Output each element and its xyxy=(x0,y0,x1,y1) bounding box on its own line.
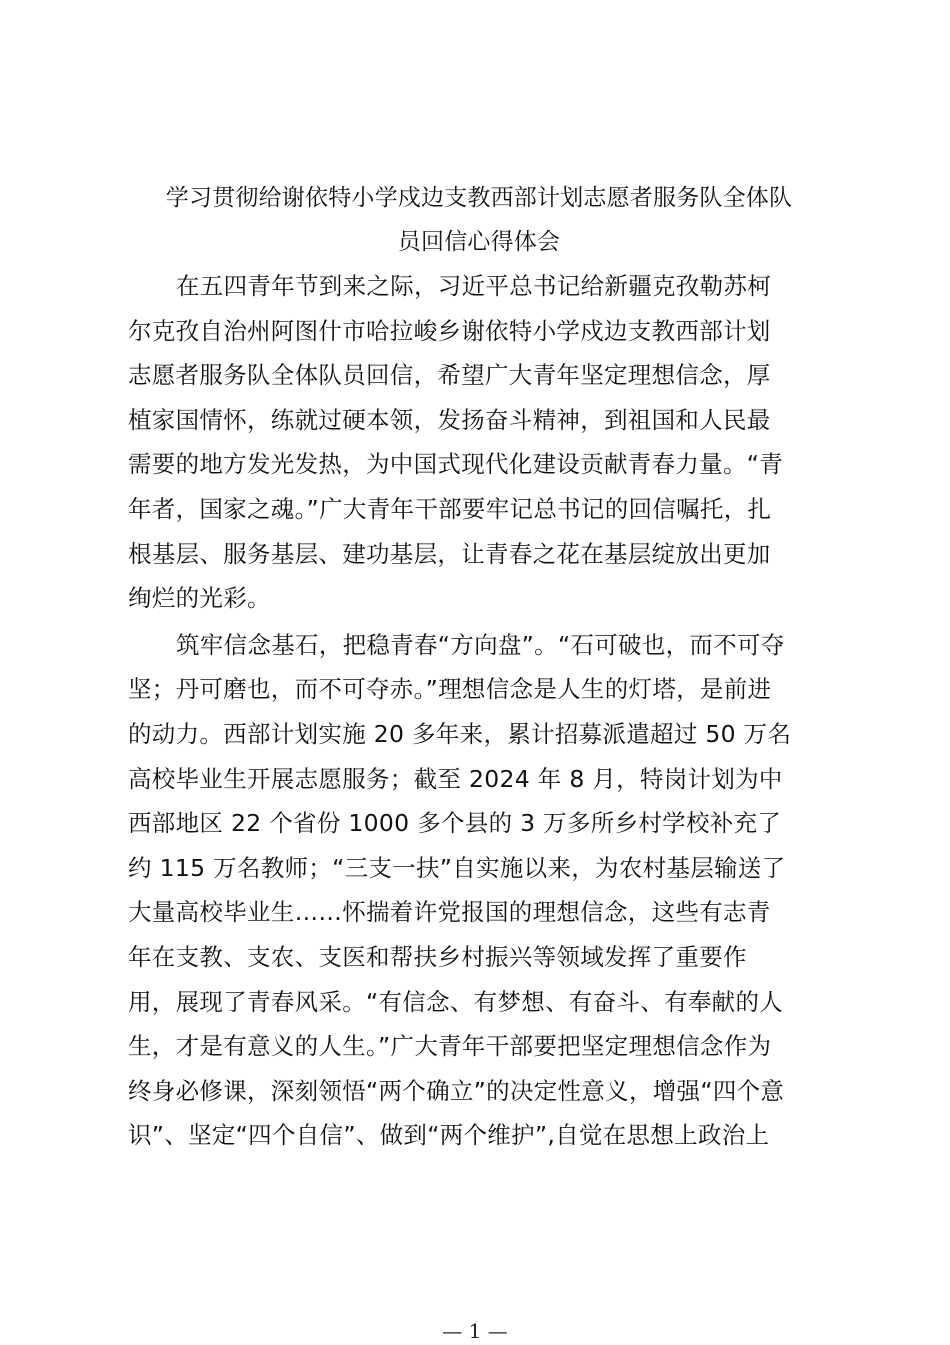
text-line: 坚；丹可磨也，而不可夺赤。”理想信念是人生的灯塔，是前进 xyxy=(128,675,772,704)
text-line: 约 115 万名教师；“三支一扶”自实施以来，为农村基层输送了 xyxy=(128,853,786,882)
text-line: 绚烂的光彩。 xyxy=(128,584,271,613)
text-line: 高校毕业生开展志愿服务；截至 2024 年 8 月，特岗计划为中 xyxy=(128,764,783,793)
text-line: 生，才是有意义的人生。”广大青年干部要把坚定理想信念作为 xyxy=(128,1032,772,1061)
text-line: 西部地区 22 个省份 1000 多个县的 3 万多所乡村学校补充了 xyxy=(128,809,782,838)
text-line: 尔克孜自治州阿图什市哈拉峻乡谢依特小学戍边支教西部计划 xyxy=(128,316,771,345)
text-line: 需要的地方发光发热，为中国式现代化建设贡献青春力量。“青 xyxy=(128,450,784,479)
text-line: 大量高校毕业生……怀揣着许党报国的理想信念，这些有志青 xyxy=(128,898,771,927)
text-line: 植家国情怀，练就过硬本领，发扬奋斗精神，到祖国和人民最 xyxy=(128,405,771,434)
text-line: 根基层、服务基层、建功基层，让青春之花在基层绽放出更加 xyxy=(128,539,771,568)
text-line: 识”、坚定“四个自信”、做到“两个维护”,自觉在思想上政治上 xyxy=(128,1121,770,1150)
paragraph-2 xyxy=(128,623,830,1158)
document-title-line-2: 员回信心得体会 xyxy=(397,229,561,255)
text-line: 筑牢信念基石，把稳青春“方向盘”。“石可破也，而不可夺 xyxy=(176,630,785,659)
document-title-line-1: 学习贯彻给谢依特小学戍边支教西部计划志愿者服务队全体队 xyxy=(165,185,793,211)
text-line: 年在支教、支农、支医和帮扶乡村振兴等领域发挥了重要作 xyxy=(128,942,747,971)
page-number: — 1 — xyxy=(442,1319,508,1343)
text-line: 终身必修课，深刻领悟“两个确立”的决定性意义，增强“四个意 xyxy=(128,1076,785,1105)
document-body xyxy=(128,176,830,1158)
text-line: 用，展现了青春风采。“有信念、有梦想、有奋斗、有奉献的人 xyxy=(128,987,784,1016)
text-line: 在五四青年节到来之际，习近平总书记给新疆克孜勒苏柯 xyxy=(176,272,771,300)
text-line: 年者，国家之魂。”广大青年干部要牢记总书记的回信嘱托，扎 xyxy=(128,494,772,523)
text-line: 的动力。西部计划实施 20 多年来，累计招募派遣超过 50 万名 xyxy=(128,719,792,748)
text-line: 志愿者服务队全体队员回信，希望广大青年坚定理想信念，厚 xyxy=(128,361,771,390)
paragraph-1 xyxy=(128,264,830,621)
